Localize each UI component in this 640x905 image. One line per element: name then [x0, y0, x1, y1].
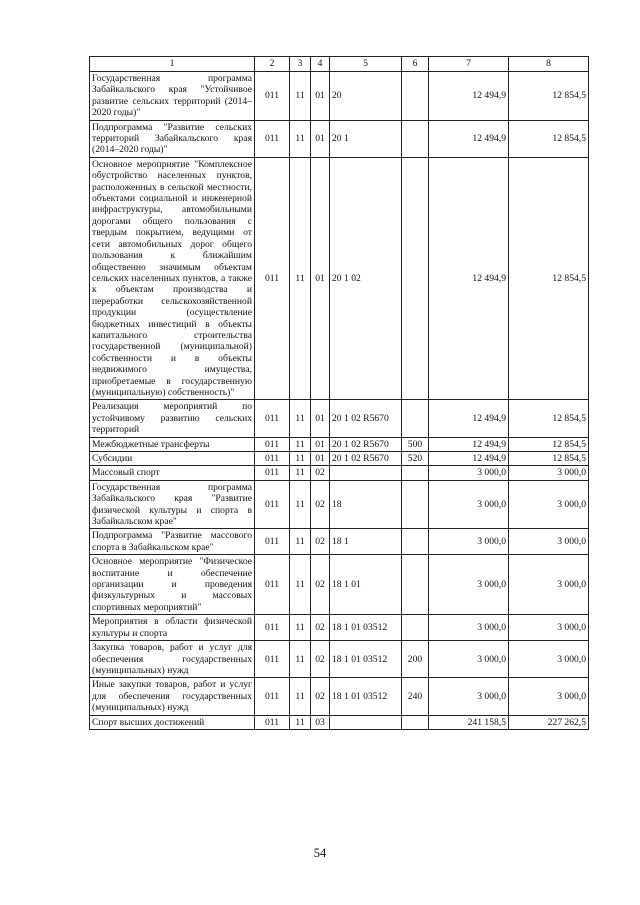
row-amount-cell: 12 854,5 [509, 437, 589, 451]
row-code-cell: 011 [255, 452, 290, 466]
row-expense-type-cell [402, 72, 429, 121]
row-target-article-cell: 20 1 02 R5670 [330, 437, 402, 451]
column-header: 6 [402, 57, 429, 72]
row-section-cell: 11 [290, 400, 311, 437]
row-target-article-cell [330, 715, 402, 729]
row-target-article-cell [330, 466, 402, 480]
row-name-cell: Субсидии [90, 452, 255, 466]
row-subsection-cell: 02 [311, 641, 330, 678]
row-expense-type-cell: 520 [402, 452, 429, 466]
row-expense-type-cell [402, 400, 429, 437]
table-row [90, 437, 589, 451]
row-name-cell: Иные закупки товаров, работ и услуг для обеспечения государственных (муниципальных) нужд [90, 678, 255, 715]
row-name-cell: Подпрограмма "Развитие массового спорта в Забайкальском крае" [90, 529, 255, 555]
row-code-cell: 011 [255, 72, 290, 121]
row-subsection-cell: 02 [311, 615, 330, 641]
row-amount-cell: 3 000,0 [509, 529, 589, 555]
row-amount-cell: 12 854,5 [509, 452, 589, 466]
table-row [90, 529, 589, 555]
row-subsection-cell: 01 [311, 120, 330, 157]
row-target-article-cell: 20 1 [330, 120, 402, 157]
table-row [90, 72, 589, 121]
row-target-article-cell: 18 1 01 03512 [330, 615, 402, 641]
row-target-article-cell: 18 1 01 03512 [330, 641, 402, 678]
row-section-cell: 11 [290, 157, 311, 400]
row-target-article-cell: 20 1 02 [330, 157, 402, 400]
row-amount-cell: 227 262,5 [509, 715, 589, 729]
row-section-cell: 11 [290, 72, 311, 121]
row-target-article-cell: 18 1 01 03512 [330, 678, 402, 715]
column-header: 7 [429, 57, 509, 72]
row-subsection-cell: 02 [311, 466, 330, 480]
row-name-cell: Спорт высших достижений [90, 715, 255, 729]
table-row [90, 466, 589, 480]
row-amount-cell: 12 494,9 [429, 437, 509, 451]
row-amount-cell: 3 000,0 [509, 678, 589, 715]
row-subsection-cell: 01 [311, 452, 330, 466]
row-subsection-cell: 01 [311, 72, 330, 121]
row-amount-cell: 12 854,5 [509, 72, 589, 121]
table-row [90, 615, 589, 641]
row-amount-cell: 12 494,9 [429, 120, 509, 157]
row-code-cell: 011 [255, 466, 290, 480]
table-row [90, 715, 589, 729]
row-section-cell: 11 [290, 437, 311, 451]
row-expense-type-cell [402, 466, 429, 480]
row-code-cell: 011 [255, 678, 290, 715]
row-amount-cell: 3 000,0 [429, 466, 509, 480]
row-code-cell: 011 [255, 437, 290, 451]
row-target-article-cell: 18 1 01 [330, 555, 402, 615]
row-section-cell: 11 [290, 529, 311, 555]
table-row [90, 157, 589, 400]
row-name-cell: Массовый спорт [90, 466, 255, 480]
row-amount-cell: 12 854,5 [509, 157, 589, 400]
row-name-cell: Государственная программа Забайкальского края "Устойчивое развитие сельских территорий (2014–2020 годы)" [90, 72, 255, 121]
row-section-cell: 11 [290, 480, 311, 529]
row-subsection-cell: 02 [311, 555, 330, 615]
row-name-cell: Основное мероприятие "Физическое воспитание и обеспечение организации и проведения физкультурных и массовых спортивных мероприятий" [90, 555, 255, 615]
row-name-cell: Закупка товаров, работ и услуг для обеспечения государственных (муниципальных) нужд [90, 641, 255, 678]
row-amount-cell: 12 494,9 [429, 452, 509, 466]
row-amount-cell: 3 000,0 [429, 555, 509, 615]
row-expense-type-cell [402, 529, 429, 555]
row-amount-cell: 12 494,9 [429, 400, 509, 437]
page-number: 54 [313, 846, 327, 860]
row-code-cell: 011 [255, 641, 290, 678]
column-header: 2 [255, 57, 290, 72]
row-expense-type-cell: 240 [402, 678, 429, 715]
row-expense-type-cell [402, 480, 429, 529]
row-expense-type-cell [402, 120, 429, 157]
row-target-article-cell: 20 [330, 72, 402, 121]
table-header-row [90, 57, 589, 72]
row-section-cell: 11 [290, 466, 311, 480]
row-section-cell: 11 [290, 555, 311, 615]
row-section-cell: 11 [290, 615, 311, 641]
row-amount-cell: 3 000,0 [509, 615, 589, 641]
row-amount-cell: 3 000,0 [509, 480, 589, 529]
row-code-cell: 011 [255, 615, 290, 641]
table-row [90, 400, 589, 437]
row-amount-cell: 12 494,9 [429, 72, 509, 121]
table-row [90, 452, 589, 466]
row-expense-type-cell [402, 615, 429, 641]
row-amount-cell: 3 000,0 [429, 615, 509, 641]
row-expense-type-cell [402, 715, 429, 729]
row-name-cell: Подпрограмма "Развитие сельских территорий Забайкальского края (2014–2020 годы)" [90, 120, 255, 157]
column-header: 3 [290, 57, 311, 72]
budget-table [89, 56, 589, 730]
row-amount-cell: 12 854,5 [509, 400, 589, 437]
column-header: 5 [330, 57, 402, 72]
row-target-article-cell: 20 1 02 R5670 [330, 452, 402, 466]
row-subsection-cell: 01 [311, 157, 330, 400]
row-expense-type-cell: 200 [402, 641, 429, 678]
row-section-cell: 11 [290, 641, 311, 678]
table-row [90, 641, 589, 678]
table-row [90, 480, 589, 529]
row-name-cell: Государственная программа Забайкальского края "Развитие физической культуры и спорта в Забайкальском крае" [90, 480, 255, 529]
row-subsection-cell: 01 [311, 400, 330, 437]
table-row [90, 678, 589, 715]
row-expense-type-cell: 500 [402, 437, 429, 451]
row-amount-cell: 3 000,0 [429, 480, 509, 529]
row-section-cell: 11 [290, 120, 311, 157]
row-section-cell: 11 [290, 678, 311, 715]
row-name-cell: Основное мероприятие "Комплексное обустройство населенных пунктов, расположенных в сельской местности, объектами социальной и инженерной инфраструктуры, автомобильными дорогами общего пользования с твердым покрытием, ведущими от сети автомобильных дорог общего пользования к ближайшим общественно значимым объектам сельских населенных пунктов, а также к объектам производства и переработки сельскохозяйственной продукции (осуществление бюджетных инвестиций в объекты капитального строительства государственной (муниципальной) собственности и в объекты недвижимого имущества, приобретаемые в государственную (муниципальную) собственность)" [90, 157, 255, 400]
row-name-cell: Реализация мероприятий по устойчивому развитию сельских территорий [90, 400, 255, 437]
row-target-article-cell: 20 1 02 R5670 [330, 400, 402, 437]
row-code-cell: 011 [255, 715, 290, 729]
table-row [90, 555, 589, 615]
row-amount-cell: 12 854,5 [509, 120, 589, 157]
row-section-cell: 11 [290, 715, 311, 729]
row-code-cell: 011 [255, 480, 290, 529]
row-subsection-cell: 02 [311, 529, 330, 555]
row-target-article-cell: 18 1 [330, 529, 402, 555]
row-expense-type-cell [402, 555, 429, 615]
row-subsection-cell: 01 [311, 437, 330, 451]
row-name-cell: Межбюджетные трансферты [90, 437, 255, 451]
row-amount-cell: 3 000,0 [429, 529, 509, 555]
row-expense-type-cell [402, 157, 429, 400]
row-section-cell: 11 [290, 452, 311, 466]
row-code-cell: 011 [255, 400, 290, 437]
row-code-cell: 011 [255, 120, 290, 157]
table-row [90, 120, 589, 157]
row-amount-cell: 241 158,5 [429, 715, 509, 729]
column-header: 8 [509, 57, 589, 72]
row-amount-cell: 3 000,0 [509, 466, 589, 480]
row-name-cell: Мероприятия в области физической культуры и спорта [90, 615, 255, 641]
row-amount-cell: 3 000,0 [509, 641, 589, 678]
row-subsection-cell: 02 [311, 678, 330, 715]
table-body [90, 72, 589, 730]
row-amount-cell: 3 000,0 [509, 555, 589, 615]
row-subsection-cell: 03 [311, 715, 330, 729]
column-header: 4 [311, 57, 330, 72]
row-amount-cell: 3 000,0 [429, 678, 509, 715]
column-header: 1 [90, 57, 255, 72]
row-amount-cell: 12 494,9 [429, 157, 509, 400]
row-code-cell: 011 [255, 529, 290, 555]
row-code-cell: 011 [255, 157, 290, 400]
row-target-article-cell: 18 [330, 480, 402, 529]
row-amount-cell: 3 000,0 [429, 641, 509, 678]
row-subsection-cell: 02 [311, 480, 330, 529]
row-code-cell: 011 [255, 555, 290, 615]
